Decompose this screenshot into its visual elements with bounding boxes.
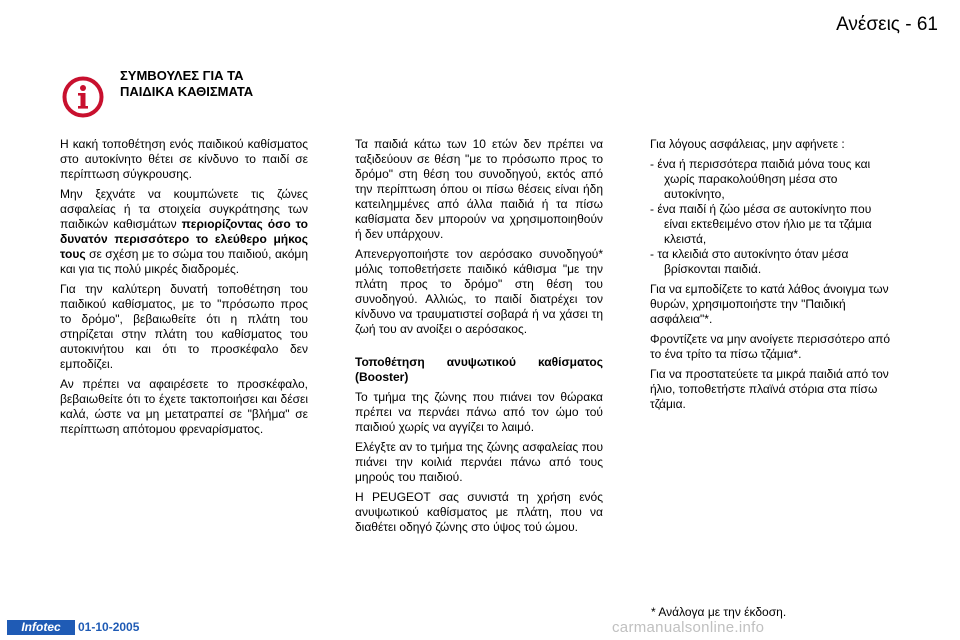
paragraph: Η κακή τοποθέτηση ενός παιδικού καθίσματος στο αυτοκίνητο θέτει σε κίνδυνο το παιδί σε περίπτωση σύγκρουσης. (60, 137, 308, 181)
section-title (120, 68, 340, 100)
paragraph: Απενεργοποιήστε τον αερόσακο συνοδηγού* μόλις τοποθετήσετε παιδικό κάθισμα "με την πλάτη προς το δρόμο" στη θέση του συνοδηγού. Αλλιώς, το παιδί διατρέχει τον κίνδυνο να τραυματιστεί σοβαρά ή να χάσει τη ζωή του αν ανοίξει ο αερόσακος. (355, 247, 603, 336)
paragraph: Ελέγξτε αν το τμήμα της ζώνης ασφαλείας που πιάνει την κοιλιά περνάει πάνω από τους μηρούς του παιδιού. (355, 440, 603, 484)
paragraph-text: σε σχέση με το σώμα του παιδιού, ακόμη και για τις πολύ μικρές διαδρομές. (60, 247, 308, 276)
emphasis-text: περιορίζοντας όσο το δυνατόν περισσότερο το ελεύθερο μήκος τους (60, 217, 308, 261)
list-item: - ένα ή περισσότερα παιδιά μόνα τους και χωρίς παρακολούθηση μέσα στο αυτοκίνητο, (650, 157, 898, 202)
section-title-line1: ΣΥΜΒΟΥΛΕΣ ΓΙΑ ΤΑ (120, 68, 244, 83)
watermark: carmanualsonline.info (612, 619, 765, 636)
paragraph: Αν πρέπει να αφαιρέσετε το προσκέφαλο, βεβαιωθείτε ότι το έχετε τακτοποιήσει και δέσει καλά, ώστε να μη μετατραπεί σε "βλήμα" σε περίπτωση απότομου φρεναρίσματος. (60, 377, 308, 436)
paragraph: Για να εμποδίζετε το κατά λάθος άνοιγμα των θυρών, χρησιμοποιήστε την "Παιδική ασφάλεια"*. (650, 282, 889, 326)
list-item: - τα κλειδιά στο αυτοκίνητο όταν μέσα βρίσκονται παιδιά. (650, 247, 898, 277)
edition-date: 01-10-2005 (78, 620, 140, 634)
paragraph: Φροντίζετε να μην ανοίγετε περισσότερο από το ένα τρίτο τα πίσω τζάμια*. (650, 332, 891, 361)
column-middle (355, 137, 603, 540)
paragraph: Το τμήμα της ζώνης που πιάνει τον θώρακα πρέπει να περνάει πάνω από τον ώμο τού παιδιού χωρίς να αγγίζει το λαιμό. (355, 390, 603, 434)
info-icon (62, 76, 104, 118)
column-right (650, 137, 898, 417)
paragraph: Η PEUGEOT σας συνιστά τη χρήση ενός ανυψωτικού καθίσματος με πλάτη, που να διαθέτει οδηγό ζώνης στο ύψος τού ώμου. (355, 490, 603, 534)
footnote: * Ανάλογα με την έκδοση. (651, 605, 787, 619)
bullet-list (650, 157, 898, 277)
column-left (60, 137, 308, 442)
section-title-line2: ΠΑΙΔΙΚΑ ΚΑΘΙΣΜΑΤΑ (120, 84, 254, 99)
paragraph: Για λόγους ασφάλειας, μην αφήνετε : (650, 137, 845, 151)
list-item: - ένα παιδί ή ζώο μέσα σε αυτοκίνητο που είναι εκτεθειμένο στον ήλιο με τα τζάμια κλειστά, (650, 202, 898, 247)
infotec-logo: Infotec (7, 620, 75, 635)
page-header-title: Ανέσεις - 61 (836, 14, 938, 35)
paragraph: Για να προστατεύετε τα μικρά παιδιά από τον ήλιο, τοποθετήστε πλαϊνά στόρια στα πίσω τζάμια. (650, 367, 889, 411)
paragraph-seatbelts (60, 187, 308, 277)
paragraph: Για την καλύτερη δυνατή τοποθέτηση του παιδικού καθίσματος, με το "πρόσωπο προς το δρόμο", βεβαιωθείτε ότι η πλάτη του στηρίζεται στην πλάτη του καθίσματος του αυτοκινήτου και ότι το προσκέφαλο δεν εμποδίζει. (60, 282, 308, 371)
paragraph-text: Μην ξεχνάτε να κουμπώνετε τις ζώνες ασφαλείας ή τα στοιχεία συγκράτησης των παιδικών καθισμάτων (60, 187, 308, 231)
paragraph: Τα παιδιά κάτω των 10 ετών δεν πρέπει να ταξιδεύουν σε θέση "με το πρόσωπο προς το δρόμο" στη θέση του συνοδηγού, εκτός από την περίπτωση όπου οι πίσω θέσεις είναι ήδη κατειλημμένες από άλλα παιδιά ή τα πίσω καθίσματα δεν μπορούν να χρησιμοποιηθούν ή δεν υπάρχουν. (355, 137, 603, 241)
subsection-title: Τοποθέτηση ανυψωτικού καθίσματος (Booster) (355, 355, 603, 384)
